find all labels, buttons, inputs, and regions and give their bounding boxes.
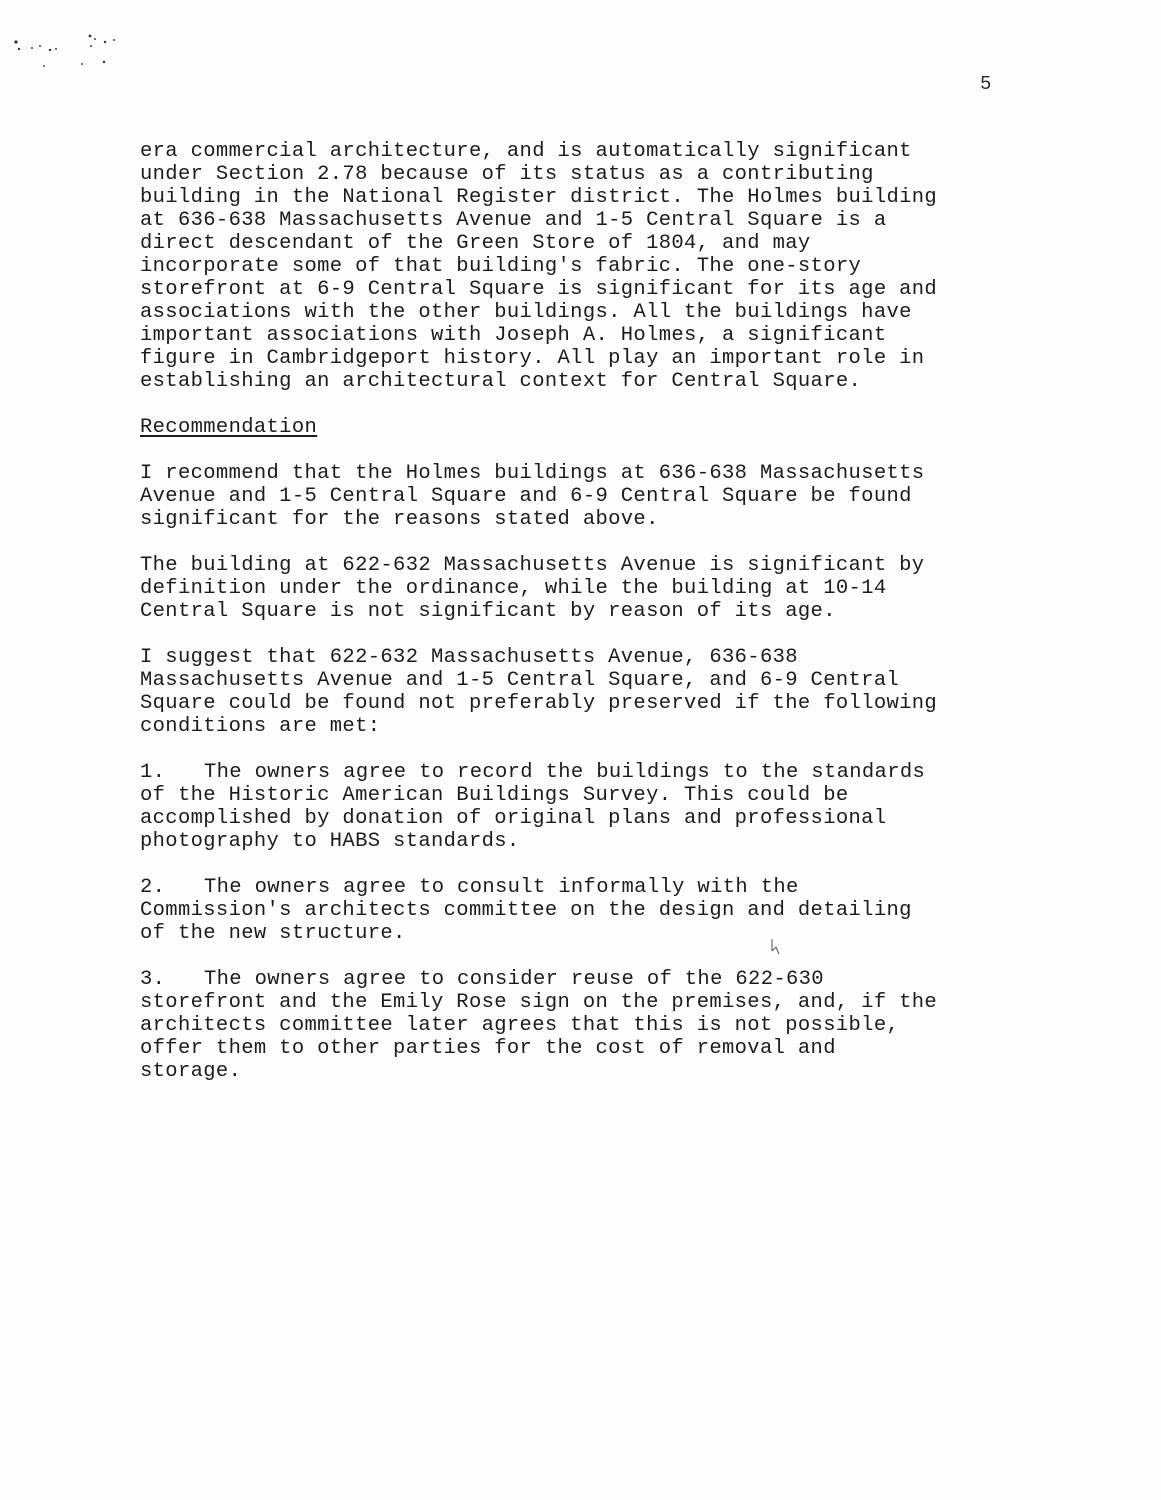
- condition-text: The owners agree to consider reuse of the 622-630 storefront and the Emily Rose sign on the premises, and, if the architects committee later agrees that this is not possible, offer them to other parties for the cost of removal and storage.: [140, 968, 938, 1083]
- condition-item-2: [140, 876, 1020, 945]
- page-number: 5: [980, 73, 992, 95]
- stray-mark-icon: [770, 938, 782, 956]
- condition-item-1: [140, 761, 1020, 853]
- condition-number: 2.: [140, 876, 166, 899]
- intro-paragraph: era commercial architecture, and is automatically significant under Section 2.78 because of its status as a contributing building in the National Register district. The Holmes building at 636-638 Massachusetts Avenue and 1-5 Central Square is a direct descendant of the Green Store of 1804, and may incorporate some of that building's fabric. The one-story storefront at 6-9 Central Square is significant for its age and associations with the other buildings. All the buildings have important associations with Joseph A. Holmes, a significant figure in Cambridgeport history. All play an important role in establishing an architectural context for Central Square.: [140, 140, 938, 393]
- condition-text: The owners agree to consult informally with the Commission's architects committee on the design and detailing of the new structure.: [140, 876, 912, 945]
- significance-paragraph: The building at 622-632 Massachusetts Avenue is significant by definition under the ordinance, while the building at 10-14 Central Square is not significant by reason of its age.: [140, 554, 925, 623]
- condition-item-3: [140, 968, 1020, 1083]
- condition-number: 3.: [140, 968, 166, 991]
- recommendation-section: [140, 416, 1020, 439]
- scan-artifact-specks: [10, 20, 130, 80]
- condition-text: The owners agree to record the buildings to the standards of the Historic American Buildings Survey. This could be accomplished by donation of original plans and professional photography to HABS standards.: [140, 761, 926, 853]
- recommendation-paragraph: I recommend that the Holmes buildings at 636-638 Massachusetts Avenue and 1-5 Central Square and 6-9 Central Square be found significant for the reasons stated above.: [140, 462, 925, 531]
- document-body: [140, 140, 1020, 1083]
- condition-number: 1.: [140, 761, 166, 784]
- recommendation-heading: Recommendation: [140, 416, 318, 439]
- conditions-intro-paragraph: I suggest that 622-632 Massachusetts Avenue, 636-638 Massachusetts Avenue and 1-5 Central Square, and 6-9 Central Square could be found not preferably preserved if the following conditions are met:: [140, 646, 938, 738]
